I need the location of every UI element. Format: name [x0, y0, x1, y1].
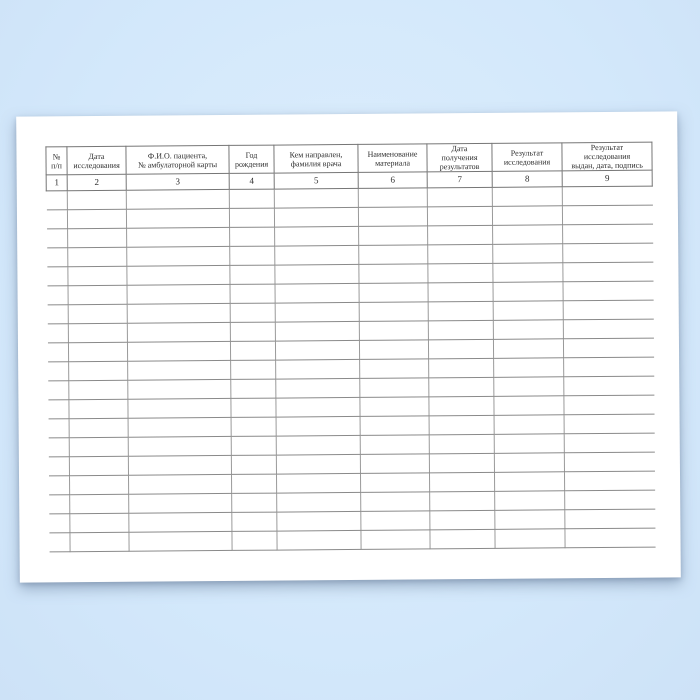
table-cell [47, 305, 68, 324]
table-cell [430, 510, 495, 530]
column-header-number: № п/п [46, 147, 67, 175]
column-number: 8 [492, 171, 562, 188]
column-number: 5 [274, 172, 358, 189]
table-cell [493, 320, 563, 340]
table-cell [494, 396, 564, 416]
table-cell [563, 319, 653, 339]
table-cell [48, 400, 69, 419]
table-cell [127, 322, 230, 342]
table-cell [275, 264, 359, 284]
table-cell [360, 359, 429, 379]
table-cell [231, 379, 276, 398]
table-cell [127, 303, 230, 323]
table-cell [229, 208, 274, 227]
registry-table-body [46, 186, 655, 552]
table-cell [127, 284, 230, 304]
table-cell [128, 360, 231, 380]
table-cell [429, 472, 494, 492]
table-cell [428, 263, 493, 283]
table-cell [129, 493, 232, 513]
table-cell [359, 340, 428, 360]
table-cell [563, 281, 653, 301]
table-cell [275, 321, 359, 341]
table-cell [127, 246, 230, 266]
table-cell [564, 471, 654, 491]
column-header-birth-year: Год рождения [229, 145, 274, 173]
table-row [49, 528, 655, 552]
table-cell [429, 415, 494, 435]
table-cell [495, 529, 565, 549]
column-number: 4 [229, 173, 274, 189]
table-cell [129, 531, 232, 551]
table-cell [495, 491, 565, 511]
column-number: 7 [427, 171, 492, 188]
table-cell [70, 494, 129, 513]
table-cell [494, 415, 564, 435]
table-cell [494, 358, 564, 378]
column-number: 1 [46, 175, 67, 191]
table-cell [359, 302, 428, 322]
table-cell [428, 301, 493, 321]
table-cell [47, 248, 68, 267]
column-header-result-date: Дата получения результатов [427, 143, 492, 172]
table-cell [359, 321, 428, 341]
table-cell [69, 456, 128, 475]
table-cell [430, 491, 495, 511]
table-cell [276, 473, 360, 493]
table-cell [129, 474, 232, 494]
table-cell [563, 300, 653, 320]
table-cell [230, 227, 275, 246]
table-cell [494, 377, 564, 397]
table-cell [47, 324, 68, 343]
table-cell [49, 533, 70, 552]
table-cell [495, 510, 565, 530]
table-cell [47, 267, 68, 286]
table-cell [564, 414, 654, 434]
table-cell [275, 302, 359, 322]
table-cell [563, 262, 653, 282]
table-cell [492, 187, 562, 207]
table-cell [69, 437, 128, 456]
column-number: 3 [126, 173, 229, 190]
table-cell [428, 320, 493, 340]
table-cell [361, 511, 430, 531]
table-cell [274, 207, 358, 227]
column-number: 6 [358, 172, 427, 189]
table-cell [68, 266, 127, 285]
table-cell [127, 227, 230, 247]
table-cell [564, 357, 654, 377]
table-cell [360, 454, 429, 474]
table-cell [562, 205, 652, 225]
table-cell [49, 495, 70, 514]
table-cell [277, 530, 361, 550]
column-header-research-date: Дата исследования [67, 146, 126, 174]
table-cell [358, 188, 427, 208]
table-cell [68, 323, 127, 342]
table-cell [562, 186, 652, 206]
column-header-referred-by: Кем направлен, фамилия врача [274, 144, 358, 173]
table-cell [47, 343, 68, 362]
table-cell [49, 514, 70, 533]
table-cell [360, 397, 429, 417]
table-cell [428, 244, 493, 264]
table-cell [276, 454, 360, 474]
table-cell [358, 207, 427, 227]
table-cell [564, 395, 654, 415]
table-cell [70, 513, 129, 532]
table-cell [67, 209, 126, 228]
table-cell [48, 419, 69, 438]
column-header-result: Результат исследования [492, 143, 562, 172]
table-cell [230, 341, 275, 360]
table-cell [360, 378, 429, 398]
table-cell [231, 455, 276, 474]
table-cell [48, 438, 69, 457]
table-cell [67, 190, 126, 209]
table-cell [68, 342, 127, 361]
column-number: 2 [67, 174, 126, 190]
table-cell [229, 189, 274, 208]
table-cell [69, 380, 128, 399]
table-cell [429, 453, 494, 473]
table-cell [427, 187, 492, 207]
table-cell [232, 512, 277, 531]
table-cell [565, 490, 655, 510]
table-cell [68, 247, 127, 266]
table-cell [494, 472, 564, 492]
table-cell [232, 493, 277, 512]
table-cell [127, 265, 230, 285]
table-cell [230, 246, 275, 265]
table-cell [126, 208, 229, 228]
table-cell [428, 339, 493, 359]
table-cell [361, 530, 430, 550]
table-cell [231, 417, 276, 436]
table-cell [494, 453, 564, 473]
table-cell [359, 226, 428, 246]
table-cell [70, 475, 129, 494]
column-number: 9 [562, 170, 652, 187]
table-cell [565, 528, 655, 548]
table-cell [493, 263, 563, 283]
registry-table [45, 142, 655, 553]
table-cell [68, 304, 127, 323]
column-header-patient-name: Ф.И.О. пациента, № амбулаторной карты [126, 145, 229, 174]
table-cell [69, 399, 128, 418]
table-cell [429, 358, 494, 378]
table-cell [46, 191, 67, 210]
table-cell [230, 322, 275, 341]
table-cell [68, 285, 127, 304]
table-cell [276, 397, 360, 417]
table-cell [563, 338, 653, 358]
column-header-result-issued: Результат исследования выдан, дата, подпись [562, 142, 652, 171]
table-cell [68, 228, 127, 247]
table-cell [230, 265, 275, 284]
table-cell [69, 361, 128, 380]
table-cell [493, 282, 563, 302]
table-cell [127, 341, 230, 361]
table-cell [360, 435, 429, 455]
table-cell [46, 210, 67, 229]
table-cell [275, 245, 359, 265]
table-cell [360, 473, 429, 493]
table-cell [70, 532, 129, 551]
table-cell [430, 529, 495, 549]
column-header-material: Наименование материала [358, 144, 427, 173]
table-cell [128, 436, 231, 456]
table-cell [48, 381, 69, 400]
table-cell [493, 225, 563, 245]
table-cell [359, 245, 428, 265]
table-cell [361, 492, 430, 512]
table-cell [276, 435, 360, 455]
table-cell [274, 188, 358, 208]
table-cell [427, 206, 492, 226]
table-cell [428, 225, 493, 245]
table-cell [563, 243, 653, 263]
table-cell [69, 418, 128, 437]
paper-sheet [16, 111, 681, 582]
table-cell [277, 492, 361, 512]
table-cell [49, 476, 70, 495]
table-cell [47, 229, 68, 248]
table-cell [48, 457, 69, 476]
table-cell [128, 417, 231, 437]
table-cell [276, 378, 360, 398]
table-cell [428, 282, 493, 302]
table-cell [493, 244, 563, 264]
table-cell [563, 224, 653, 244]
table-cell [232, 531, 277, 550]
table-cell [231, 436, 276, 455]
table-cell [564, 452, 654, 472]
table-cell [564, 376, 654, 396]
table-cell [359, 283, 428, 303]
table-cell [275, 226, 359, 246]
table-cell [128, 455, 231, 475]
table-cell [275, 283, 359, 303]
table-cell [275, 340, 359, 360]
table-cell [231, 474, 276, 493]
table-cell [129, 512, 232, 532]
table-cell [48, 362, 69, 381]
table-cell [429, 377, 494, 397]
table-cell [230, 284, 275, 303]
table-cell [128, 379, 231, 399]
table-cell [231, 398, 276, 417]
table-cell [565, 509, 655, 529]
table-cell [492, 206, 562, 226]
table-cell [128, 398, 231, 418]
table-cell [276, 359, 360, 379]
table-cell [494, 434, 564, 454]
table-cell [429, 434, 494, 454]
table-cell [493, 301, 563, 321]
table-cell [126, 189, 229, 209]
table-cell [493, 339, 563, 359]
table-cell [429, 396, 494, 416]
table-cell [360, 416, 429, 436]
table-cell [277, 511, 361, 531]
table-cell [564, 433, 654, 453]
table-cell [231, 360, 276, 379]
table-cell [359, 264, 428, 284]
table-cell [230, 303, 275, 322]
table-cell [276, 416, 360, 436]
table-cell [47, 286, 68, 305]
